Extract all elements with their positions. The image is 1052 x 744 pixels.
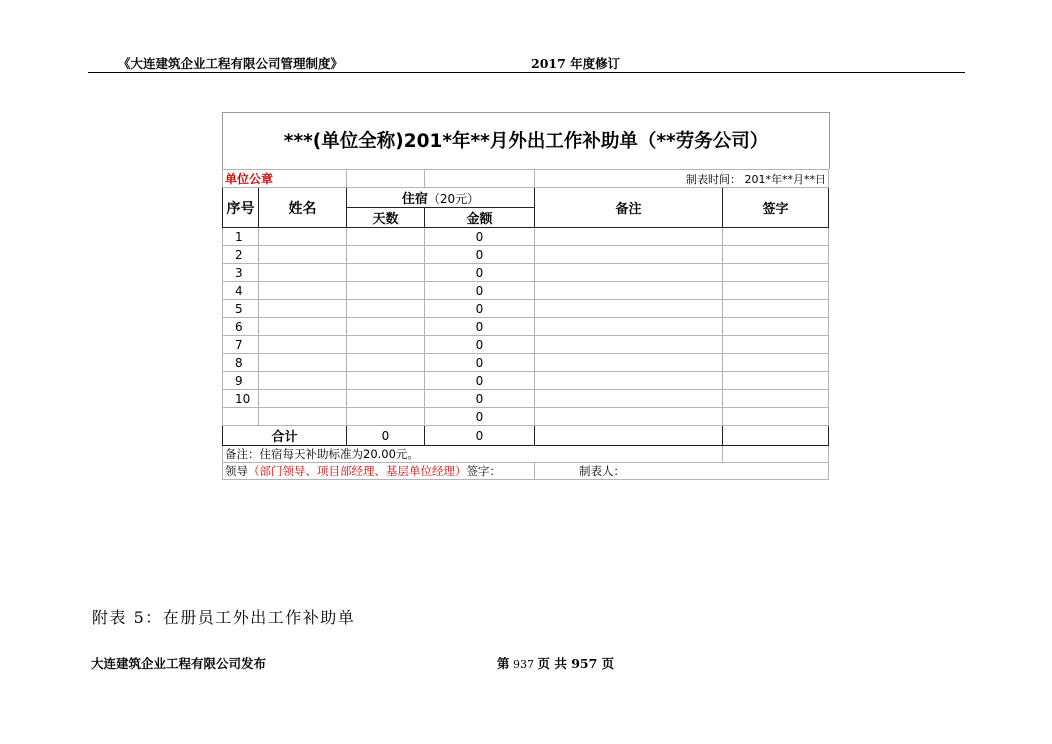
meta-row bbox=[223, 170, 829, 188]
row-seq: 9 bbox=[223, 372, 259, 390]
row-amount: 0 bbox=[425, 282, 535, 300]
row-seq: 6 bbox=[223, 318, 259, 336]
table-row bbox=[223, 390, 829, 408]
row-amount: 0 bbox=[425, 246, 535, 264]
lodging-label: 住宿 bbox=[401, 192, 428, 207]
table-row bbox=[223, 318, 829, 336]
row-seq: 2 bbox=[223, 246, 259, 264]
row-amount: 0 bbox=[425, 300, 535, 318]
note-text: 备注：住宿每天补助标准为20.00元。 bbox=[223, 446, 723, 463]
leader-sign-cell bbox=[223, 463, 535, 480]
subsidy-form bbox=[222, 112, 830, 490]
row-seq: 7 bbox=[223, 336, 259, 354]
row-amount: 0 bbox=[425, 264, 535, 282]
row-amount: 0 bbox=[425, 318, 535, 336]
row-seq bbox=[223, 408, 259, 426]
maker-label: 制表人： bbox=[535, 463, 829, 480]
row-seq: 5 bbox=[223, 300, 259, 318]
col-seq-header: 序号 bbox=[223, 188, 259, 228]
footer-page-number bbox=[497, 654, 614, 672]
col-name-header: 姓名 bbox=[259, 188, 347, 228]
signature-row bbox=[223, 463, 829, 480]
header-document-title: 《大连建筑企业工程有限公司管理制度》 bbox=[118, 56, 344, 71]
unit-seal-label: 单位公章 bbox=[223, 170, 347, 188]
total-label: 合计 bbox=[223, 426, 347, 446]
row-seq: 10 bbox=[223, 390, 259, 408]
row-amount: 0 bbox=[425, 228, 535, 246]
row-seq: 1 bbox=[223, 228, 259, 246]
row-amount: 0 bbox=[425, 354, 535, 372]
col-lodging-header bbox=[347, 188, 535, 208]
subsidy-table bbox=[222, 169, 829, 480]
table-row bbox=[223, 372, 829, 390]
col-amount-header: 金额 bbox=[425, 208, 535, 228]
row-seq: 3 bbox=[223, 264, 259, 282]
page-current: 937 bbox=[509, 658, 538, 671]
row-amount: 0 bbox=[425, 408, 535, 426]
table-row bbox=[223, 246, 829, 264]
leader-sign-label: 签字： bbox=[466, 464, 501, 478]
header-rule bbox=[88, 72, 965, 73]
col-days-header: 天数 bbox=[347, 208, 425, 228]
total-row bbox=[223, 426, 829, 446]
footer-publisher: 大连建筑企业工程有限公司发布 bbox=[91, 656, 267, 671]
table-row bbox=[223, 300, 829, 318]
appendix-caption: 附表 5：在册员工外出工作补助单 bbox=[92, 608, 356, 627]
table-row bbox=[223, 228, 829, 246]
row-amount: 0 bbox=[425, 336, 535, 354]
table-row bbox=[223, 282, 829, 300]
row-seq: 4 bbox=[223, 282, 259, 300]
lodging-rate: （20元） bbox=[427, 192, 480, 206]
made-time: 制表时间： 201*年**月**日 bbox=[535, 170, 829, 188]
row-seq: 8 bbox=[223, 354, 259, 372]
row-amount: 0 bbox=[425, 372, 535, 390]
header-row-1 bbox=[223, 188, 829, 208]
row-amount: 0 bbox=[425, 390, 535, 408]
note-row bbox=[223, 446, 829, 463]
header-revision: 2017 年度修订 bbox=[531, 56, 621, 71]
col-remark-header: 备注 bbox=[535, 188, 723, 228]
table-row bbox=[223, 408, 829, 426]
leader-roles: （部门领导、项目部经理、基层单位经理） bbox=[248, 464, 467, 478]
table-row bbox=[223, 336, 829, 354]
table-row bbox=[223, 264, 829, 282]
form-title: ***(单位全称)201*年**月外出工作补助单（**劳务公司） bbox=[222, 112, 830, 169]
table-row bbox=[223, 354, 829, 372]
page-suffix: 页 共 957 页 bbox=[537, 656, 615, 671]
total-days: 0 bbox=[347, 426, 425, 446]
leader-prefix: 领导 bbox=[225, 464, 248, 478]
page-prefix: 第 bbox=[497, 656, 510, 671]
total-amount: 0 bbox=[425, 426, 535, 446]
col-sign-header: 签字 bbox=[723, 188, 829, 228]
